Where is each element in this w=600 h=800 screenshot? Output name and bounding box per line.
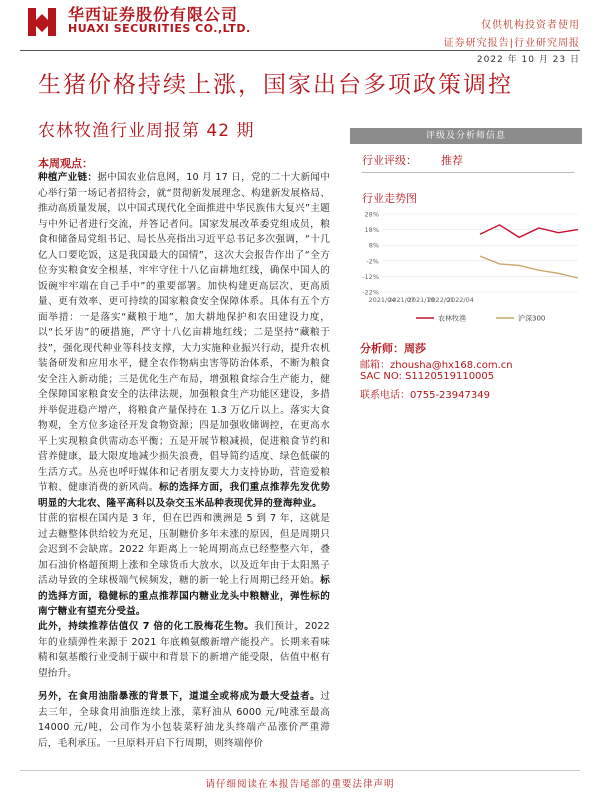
analyst-phone: 联系电话：0755-23947349 [360,390,490,401]
company-name-cn: 华西证券股份有限公司 [68,5,239,24]
x-tick-label: 2021/10 [407,296,435,304]
x-tick-label: 2021/07 [388,296,416,304]
paragraph-text: 甘蔗的宿根在国内是 3 年，但在巴西和澳洲是 5 到 7 年，这就是过去糖整体供给较为充足，压制糖价多年未涨的原因，但是周期只会迟到不会缺席。2022 年距离上一轮周期高点已经整整六年，叠加石油价格超预期上涨和全球货币大放水，以及近年由于太阳黑子活动导致的全球极端气候频发，糖的新一轮上行周期已经开始。 [38,513,330,586]
legal-notice-footer: 请仔细阅读在本报告尾部的重要法律声明 [205,779,395,790]
company-logo [24,4,60,40]
y-tick-label: -22% [362,288,379,297]
paragraph-text: 据中国农业信息网，10 月 17 日，党的二十大新闻中心举行第一场记者招待会，就“贯彻新发展理念、构建新发展格局、推动高质量发展，以中国式现代化全面推进中华民族伟大复兴”主题与中外记者进行交流，并答记者问。国家发展改革委党组成员，粮食和储备局党组书记、局长丛亮指出习近平总书记多次强调，“十几亿人口要吃饭，这是我国最大的国情”，这次大会报告作出了“全方位夯实粮食安全根基，牢牢守住十八亿亩耕地红线，确保中国人的饭碗牢牢端在自己手中”的重要部署。加快构建更高层次、更高质量、更有效率、更可持续的国家粮食安全保障体系。具体有五个方面举措：一是落实“藏粮于地”，加大耕地保护和农田建设力度，以“长牙齿”的硬措施，严守十八亿亩耕地红线；二是坚持“藏粮于技”，强化现代种业等科技支撑，大力实施种业振兴行动，提升农机装备研发和应用水平，健全农作物病虫害等防治体系，不断为粮食安全注入新动能；三是优化生产布局，增强粮食综合生产能力，健全保障国家粮食安全的法律法规，加强粮食生产功能区建设，多措并举促进稳产增产，将粮食产量保持在 1.3 万亿斤以上。落实大食物观，全方位多途径开发食物资源；四是加强收储调控，在更高水平上实现粮食供需动态平衡；五是开展节粮减损，促进粮食节约和营养健康，最大限度地减少损失浪费，倡导简约适度、绿色低碳的生活方式。丛亮也呼吁媒体和记者朋友要大力支持协助，营造爱粮节粮、健康消费的新风尚。 [38,172,330,493]
analyst-name: 分析师：周莎 [360,342,426,355]
y-tick-label: 8% [368,241,379,250]
analyst-email: 邮箱：zhousha@hx168.com.cn [360,360,513,371]
paragraph-text: 过去三年，全球食用油脂连续上涨，菜籽油从 6000 元/吨涨至最高14000 元/吨，公司作为小包装菜籽油龙头终端产品涨价严重滞后，毛利承压。一旦原料开启下行周期，则终端停价 [38,691,330,749]
trend-chart-title: 行业走势图 [362,192,417,205]
paragraph-planting [38,170,330,511]
paragraph-edible-oil [38,689,330,751]
paragraph-conclusion: 标的选择方面，我们重点推荐先发优势明显的大北农、隆平高科以及杂交玉米品种表现优异的登海种业。 [38,482,330,509]
report-subtitle: 农林牧渔行业周报第 42 期 [38,121,255,141]
paragraph-meihua [38,619,330,681]
company-name-en: HUAXI SECURITIES CO.,LTD. [68,22,251,35]
series-line [480,256,578,278]
investor-notice: 仅供机构投资者使用 [481,20,580,31]
y-tick-label: 18% [364,226,379,235]
chart-legend [416,314,545,323]
x-tick-label: 2022/04 [446,296,474,304]
analyst-sac-number: SAC NO: S1120519110005 [360,371,495,382]
legend-label: 沪深300 [518,314,546,323]
report-title: 生猪价格持续上涨，国家出台多项政策调控 [38,72,513,98]
rating-value: 推荐 [441,154,463,167]
x-tick-label: 2021/04 [368,296,396,304]
paragraph-lead: 种植产业链： [38,172,98,183]
y-tick-label: 28% [364,210,379,219]
report-series: 证券研究报告|行业研究周报 [443,38,580,49]
paragraph-sugar [38,511,330,620]
rating-divider [362,172,574,173]
y-axis-ticks [362,211,379,297]
x-axis-ticks [368,296,473,304]
rating-label: 行业评级： [362,154,417,167]
chart-grid [382,214,578,292]
sidebar-header: 评级及分析师信息 [350,128,582,144]
report-date: 2022 年 10 月 23 日 [476,55,580,65]
legend-label: 农林牧渔 [438,314,466,323]
paragraph-conclusion: 标的选择方面，稳健标的重点推荐国内糖业龙头中粮糖业，弹性标的南宁糖业有望充分受益。 [38,575,330,617]
industry-rating [362,152,463,168]
footer-divider [20,770,580,771]
y-tick-label: -2% [366,257,379,266]
series-line [480,225,578,238]
paragraph-lead: 另外，在食用油脂暴涨的背景下，道道全或将成为最大受益者。 [38,691,321,702]
paragraph-text: 我们预计，2022 年的业绩弹性来源于 2021 年底赖氨酸新增产能投产。长期来看味精和氨基酸行业受制于碳中和背景下的新增产能受限，估值中枢有望抬升。 [38,621,330,679]
y-tick-label: -12% [362,272,379,281]
industry-trend-chart [356,206,584,328]
paragraph-lead: 此外，持续推荐估值仅 7 倍的化工股梅花生物。 [38,621,255,632]
chart-series [480,225,578,278]
x-tick-label: 2022/01 [427,296,455,304]
section-heading: 本周观点： [38,157,93,170]
header-divider [20,50,580,51]
